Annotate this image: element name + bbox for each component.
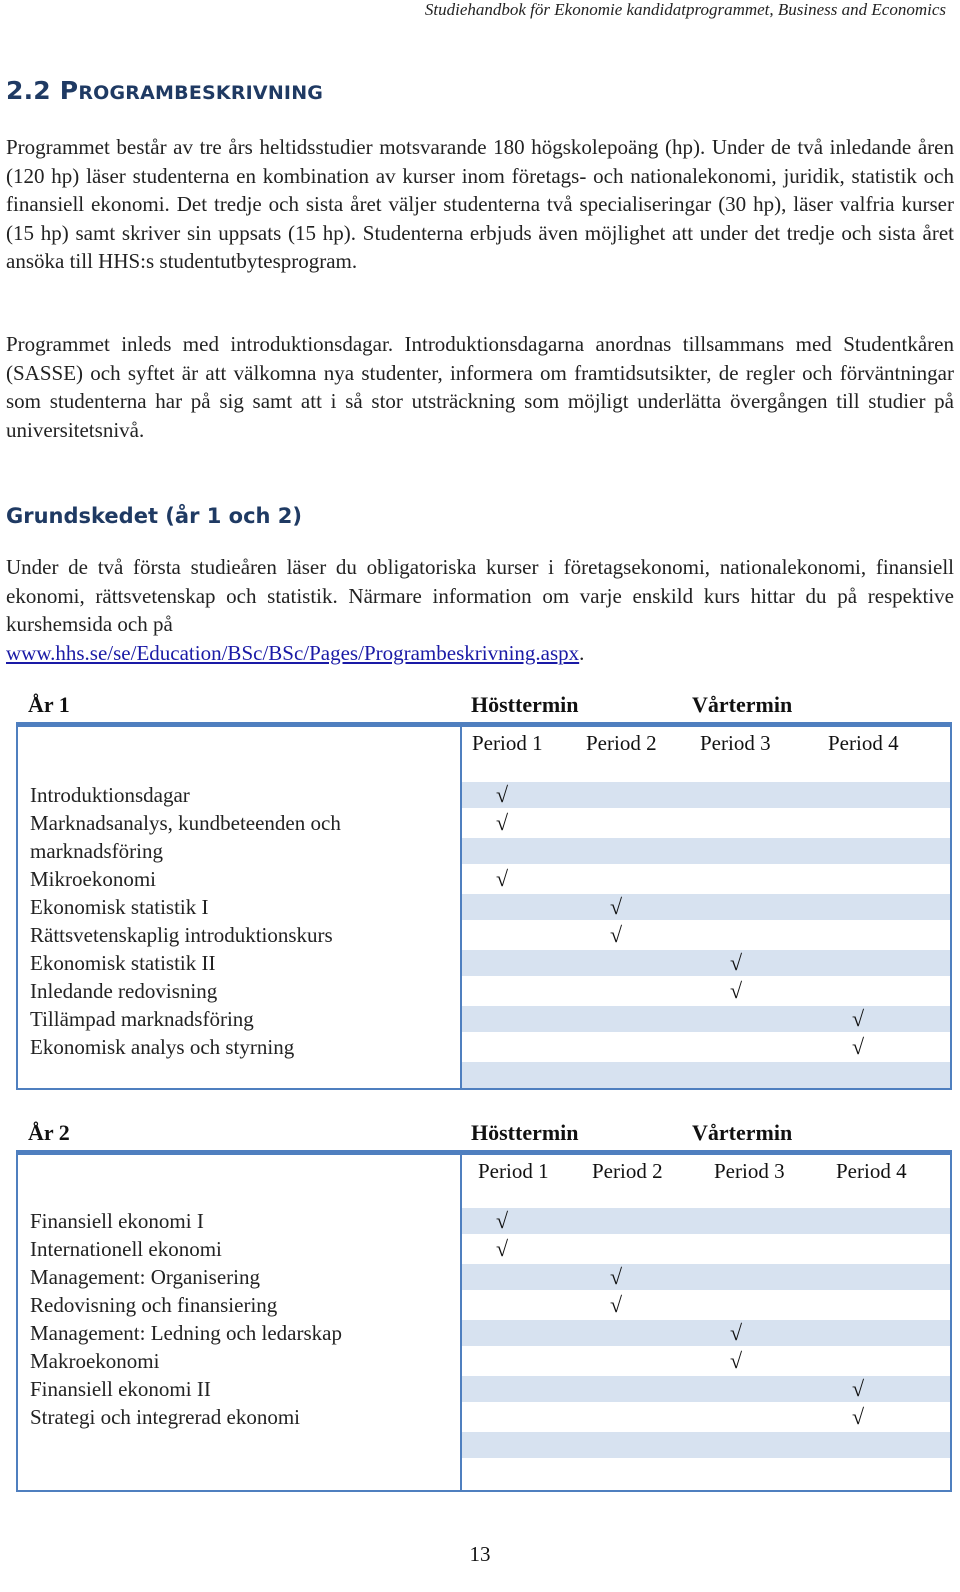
empty-row	[18, 1061, 950, 1089]
course-row	[18, 1005, 950, 1033]
section-title-rest: ROGRAMBESKRIVNING	[78, 82, 324, 104]
course-name: Tillämpad marknadsföring	[30, 1007, 254, 1031]
spring-term-label: Vårtermin	[692, 692, 793, 717]
section-title-initial: P	[59, 76, 79, 105]
course-name: Marknadsanalys, kundbeteenden och	[30, 811, 341, 835]
course-row	[18, 1347, 950, 1375]
course-row	[18, 1403, 950, 1431]
intro-after: .	[579, 640, 585, 665]
row-shading	[462, 894, 950, 920]
check-mark: √	[852, 1006, 865, 1031]
course-name: Inledande redovisning	[30, 979, 218, 1003]
course-row	[18, 949, 950, 977]
empty-row	[18, 1431, 950, 1459]
year-label: År 2	[28, 1120, 70, 1145]
course-name: Management: Organisering	[30, 1265, 260, 1289]
check-mark: √	[610, 1292, 623, 1317]
course-name: Introduktionsdagar	[30, 783, 190, 807]
check-mark: √	[496, 866, 509, 891]
section-number: 2.2	[6, 76, 51, 105]
period-header-row	[462, 1155, 950, 1191]
course-row	[18, 837, 950, 865]
period-3: Period 3	[714, 1159, 785, 1183]
row-shading	[462, 782, 950, 808]
running-header: Studiehandbok för Ekonomie kandidatprogrammet, Business and Economics	[424, 0, 946, 19]
course-name: marknadsföring	[30, 839, 163, 863]
check-mark: √	[496, 1236, 509, 1261]
course-name: Ekonomisk statistik II	[30, 951, 216, 975]
course-name: Ekonomisk analys och styrning	[30, 1035, 295, 1059]
period-1: Period 1	[478, 1159, 549, 1183]
course-row	[18, 1291, 950, 1319]
course-name: Makroekonomi	[30, 1349, 160, 1373]
period-2: Period 2	[592, 1159, 663, 1183]
paragraph-grundskedet	[6, 553, 954, 667]
course-name: Ekonomisk statistik I	[30, 895, 209, 919]
period-3: Period 3	[700, 731, 771, 755]
course-row	[18, 1235, 950, 1263]
section-title	[6, 76, 323, 105]
course-row	[18, 1263, 950, 1291]
check-mark: √	[610, 894, 623, 919]
course-name: Mikroekonomi	[30, 867, 156, 891]
table-divider	[460, 1155, 462, 1490]
course-row	[18, 977, 950, 1005]
course-name: Redovisning och finansiering	[30, 1293, 278, 1317]
check-mark: √	[496, 810, 509, 835]
course-name: Finansiell ekonomi II	[30, 1377, 211, 1401]
year2-table	[16, 1120, 952, 1500]
check-mark: √	[852, 1376, 865, 1401]
course-name: Finansiell ekonomi I	[30, 1209, 204, 1233]
course-row	[18, 893, 950, 921]
row-shading	[462, 1264, 950, 1290]
year1-table	[16, 692, 952, 1092]
row-shading	[462, 1006, 950, 1032]
course-row	[18, 1033, 950, 1061]
table-frame	[16, 727, 952, 1090]
period-4: Period 4	[836, 1159, 907, 1183]
check-mark: √	[852, 1404, 865, 1429]
row-shading	[462, 1208, 950, 1234]
autumn-term-label: Hösttermin	[471, 692, 579, 717]
course-name: Management: Ledning och ledarskap	[30, 1321, 342, 1345]
check-mark: √	[496, 1208, 509, 1233]
course-name: Strategi och integrerad ekonomi	[30, 1405, 300, 1429]
course-name: Rättsvetenskaplig introduktionskurs	[30, 923, 333, 947]
course-row	[18, 781, 950, 809]
course-row	[18, 1319, 950, 1347]
paragraph-program: Programmet består av tre års heltidsstudier motsvarande 180 högskolepoäng (hp). Under de två inledande åren (120 hp) läser studenterna en kombination av kurser inom företags- och nationalekonomi, juridik, statistik och finansiell ekonomi. Det tredje och sista året väljer studenterna två specialiseringar (30 hp), läser valfria kurser (15 hp) samt skriver sin uppsats (15 hp). Studenterna erbjuds även möjlighet att under det tredje och sista året ansöka till HHS:s studentutbytesprogram.	[6, 135, 954, 273]
subheading: Grundskedet (år 1 och 2)	[6, 504, 302, 528]
period-1: Period 1	[472, 731, 543, 755]
period-4: Period 4	[828, 731, 899, 755]
program-link[interactable]: www.hhs.se/se/Education/BSc/BSc/Pages/Programbeskrivning.aspx	[6, 640, 580, 665]
period-2: Period 2	[586, 731, 657, 755]
course-name: Internationell ekonomi	[30, 1237, 222, 1261]
row-shading	[462, 1376, 950, 1402]
check-mark: √	[610, 1264, 623, 1289]
table-frame	[16, 1155, 952, 1492]
autumn-term-label: Hösttermin	[471, 1120, 579, 1145]
period-header-row	[462, 727, 950, 763]
course-row	[18, 1375, 950, 1403]
row-shading	[462, 1062, 950, 1088]
table-divider	[460, 727, 462, 1088]
check-mark: √	[730, 1348, 743, 1373]
row-shading	[462, 838, 950, 864]
intro-text: Under de två första studieåren läser du obligatoriska kurser i företagsekonomi, nationalekonomi, finansiell ekonomi, rättsvetenskap och statistik. Närmare information om varje enskild kurs hittar du på respektive kurshemsida och på	[6, 555, 954, 636]
check-mark: √	[730, 950, 743, 975]
spring-term-label: Vårtermin	[692, 1120, 793, 1145]
check-mark: √	[730, 1320, 743, 1345]
check-mark: √	[852, 1034, 865, 1059]
page-number: 13	[469, 1542, 491, 1566]
paragraph-introduction: Programmet inleds med introduktionsdagar. Introduktionsdagarna anordnas tillsammans med Studentkåren (SASSE) och syftet är att välkomna nya studenter, informera om framtidsutsikter, de regler och förväntningar som studenterna har på sig samt att i så stor utsträckning som möjligt underlätta övergången till studier på universitetsnivå.	[6, 332, 954, 442]
check-mark: √	[496, 782, 509, 807]
course-row	[18, 865, 950, 893]
course-row	[18, 809, 950, 837]
row-shading	[462, 1320, 950, 1346]
course-row	[18, 1207, 950, 1235]
check-mark: √	[730, 978, 743, 1003]
course-row	[18, 921, 950, 949]
row-shading	[462, 1432, 950, 1458]
row-shading	[462, 950, 950, 976]
year-label: År 1	[28, 692, 70, 717]
check-mark: √	[610, 922, 623, 947]
